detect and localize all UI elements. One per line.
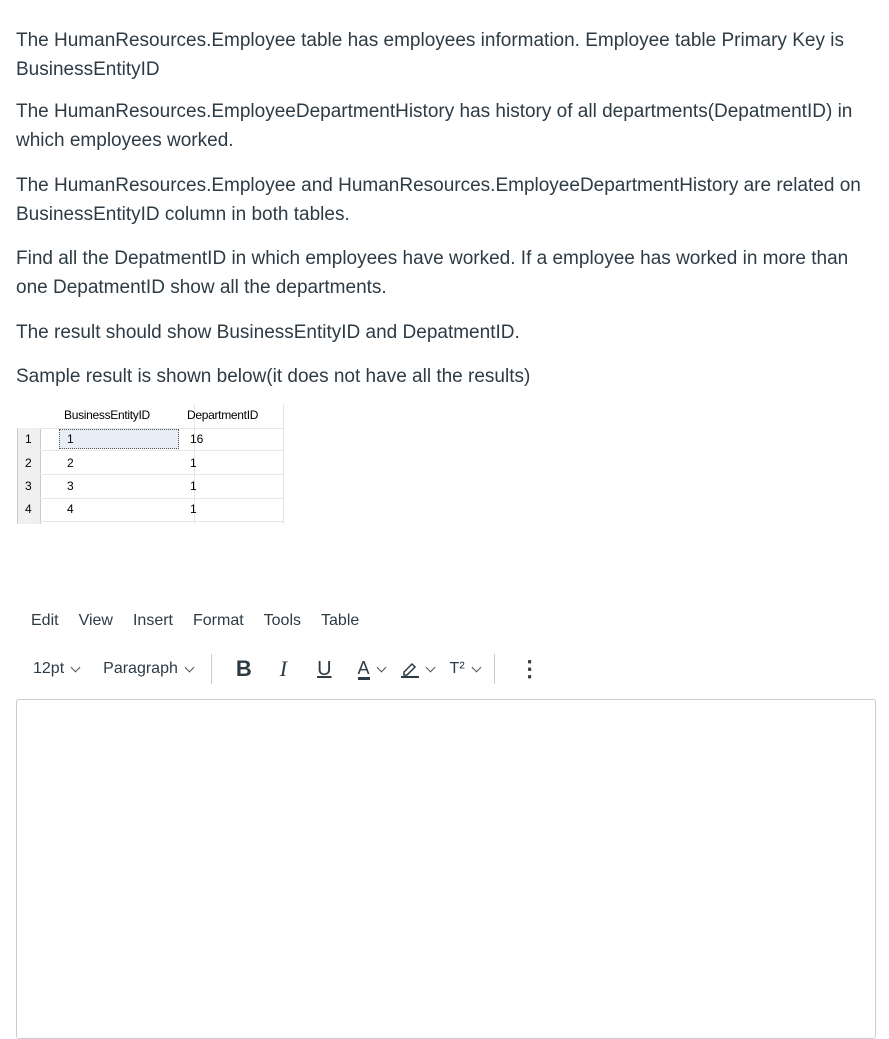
underline-button[interactable] — [317, 658, 331, 681]
chevron-down-icon — [471, 662, 481, 672]
row-number: 3 — [25, 479, 32, 493]
highlighter-icon — [401, 660, 419, 678]
selected-cell — [59, 429, 179, 449]
menu-insert[interactable]: Insert — [132, 612, 173, 629]
bold-icon: B — [235, 656, 252, 681]
font-size-label: 12pt — [33, 660, 65, 677]
column-header-departmentid: DepartmentID — [187, 408, 259, 422]
menu-table[interactable]: Table — [321, 612, 360, 629]
editor-toolbar — [33, 652, 541, 686]
superscript-button[interactable] — [450, 660, 480, 678]
block-format-label: Paragraph — [103, 660, 178, 677]
toolbar-divider — [494, 654, 495, 684]
chevron-down-icon — [184, 662, 194, 672]
text-color-button[interactable] — [358, 659, 385, 680]
question-paragraph-4: Find all the DepatmentID in which employees have worked. If a employee has worked in more than one DepatmentID show all the departments. — [16, 248, 849, 298]
menu-edit[interactable]: Edit — [31, 612, 59, 629]
question-paragraph-2: The HumanResources.EmployeeDepartmentHistory has history of all departments(DepatmentID) in which employees worked. — [16, 101, 853, 151]
chevron-down-icon — [376, 662, 386, 672]
cell-businessentityid: 1 — [67, 432, 74, 446]
menu-view[interactable]: View — [78, 612, 113, 629]
chevron-down-icon — [71, 662, 81, 672]
cell-departmentid: 16 — [190, 432, 204, 446]
cell-departmentid: 1 — [190, 456, 197, 470]
cell-businessentityid: 4 — [67, 502, 74, 516]
row-number: 2 — [25, 456, 32, 470]
menu-format[interactable]: Format — [192, 612, 244, 629]
question-paragraph-5: The result should show BusinessEntityID and DepatmentID. — [16, 322, 520, 343]
editor-menubar — [31, 612, 379, 630]
superscript-icon: T² — [449, 660, 465, 677]
question-paragraph-3: The HumanResources.Employee and HumanResources.EmployeeDepartmentHistory are related on BusinessEntityID column in both tables. — [16, 175, 861, 225]
more-icon: ⋮ — [518, 656, 541, 681]
italic-icon: I — [279, 656, 288, 681]
row-number: 1 — [25, 432, 32, 446]
toolbar-divider — [211, 654, 212, 684]
rich-text-editor-area[interactable] — [16, 699, 876, 1039]
underline-icon: U — [317, 657, 332, 680]
text-color-icon: A — [357, 657, 370, 678]
column-header-businessentityid: BusinessEntityID — [64, 408, 150, 422]
question-paragraph-6: Sample result is shown below(it does not have all the results) — [16, 366, 531, 387]
menu-tools[interactable]: Tools — [263, 612, 302, 629]
italic-button[interactable] — [280, 656, 287, 682]
cell-departmentid: 1 — [190, 479, 197, 493]
question-paragraph-1: The HumanResources.Employee table has employees information. Employee table Primary Key is BusinessEntityID — [16, 30, 844, 80]
cell-businessentityid: 2 — [67, 456, 74, 470]
chevron-down-icon — [425, 662, 435, 672]
sample-result-grid — [17, 404, 284, 524]
cell-businessentityid: 3 — [67, 479, 74, 493]
bold-button[interactable] — [236, 656, 252, 682]
row-number: 4 — [25, 502, 32, 516]
more-options-button[interactable] — [519, 656, 541, 682]
font-size-dropdown[interactable] — [33, 660, 79, 678]
highlight-color-button[interactable] — [401, 660, 434, 678]
cell-departmentid: 1 — [190, 502, 197, 516]
block-format-dropdown[interactable] — [103, 660, 193, 678]
